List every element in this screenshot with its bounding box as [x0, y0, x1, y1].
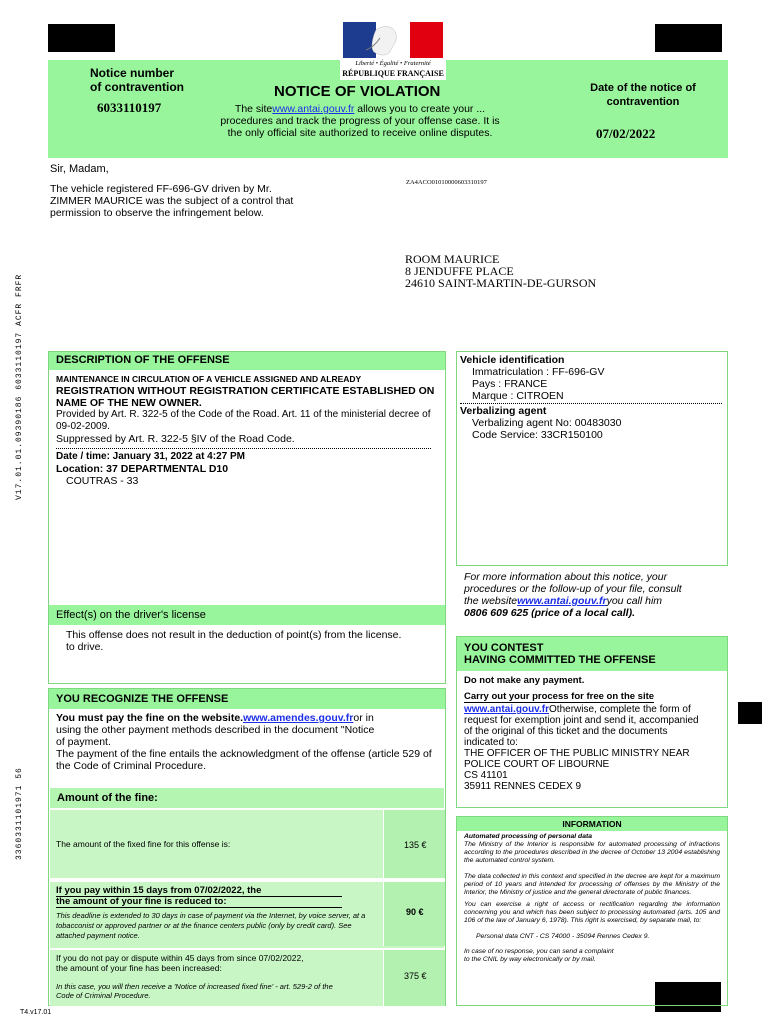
version-code: T4.v17.01 — [20, 1009, 52, 1016]
barcode-text: ZA4ACO01010000603310197 — [406, 179, 487, 186]
offense-location: Location: 37 DEPARTMENTAL D10 — [56, 463, 229, 475]
recipient-address — [405, 253, 596, 289]
contest-header — [457, 637, 727, 671]
offense-line1: MAINTENANCE IN CIRCULATION OF A VEHICLE ASSIGNED AND ALREADY — [56, 374, 362, 384]
offense-city: COUTRAS - 33 — [66, 475, 139, 487]
offense-box — [48, 351, 446, 684]
code-service: Code Service: 33CR150100 — [472, 429, 603, 441]
site-info — [200, 103, 520, 139]
fine-row1-amount-cell — [383, 810, 445, 878]
more-info — [464, 571, 726, 619]
redaction-top-right — [655, 24, 722, 52]
republique-francaise-logo — [340, 22, 446, 80]
contest-addr1: THE OFFICER OF THE PUBLIC MINISTRY NEAR — [464, 748, 690, 759]
fine-row3 — [50, 948, 444, 1006]
ack-text: The payment of the fine entails the acknowledgment of the offense (article 529 of the Code of Criminal Procedure. — [56, 748, 432, 772]
site-text2: procedures and track the progress of your offense case. It is — [220, 115, 500, 127]
recognize-box — [48, 688, 446, 1006]
letter-body: The vehicle registered FF-696-GV driven by Mr. ZIMMER MAURICE was the subject of a control that permission to observe the infringement below. — [50, 183, 294, 219]
notice-date: 07/02/2022 — [596, 126, 656, 141]
information-header: INFORMATION — [457, 817, 727, 831]
greeting: Sir, Madam, — [50, 163, 109, 175]
contest-header1: YOU CONTEST — [464, 642, 544, 654]
agent-number: Verbalizing agent No: 00483030 — [472, 417, 622, 429]
contest-box — [456, 636, 728, 808]
pay-suffix: or in — [353, 712, 374, 724]
contest-addr3: CS 41101 — [464, 770, 508, 781]
address-line2: 8 JENDUFFE PLACE — [405, 264, 514, 278]
contest-warn1: Do not make any payment. — [464, 675, 585, 686]
vehicle-pays: Pays : FRANCE — [472, 378, 548, 390]
redaction-right-mark — [738, 702, 762, 724]
pay-line2: using the other payment methods described in the document "Notice — [56, 724, 375, 736]
license-text1: This offense does not result in the deduction of point(s) from the license. — [66, 629, 402, 641]
offense-provided: Provided by Art. R. 322-5 of the Code of the Road. Art. 11 of the ministerial decree of 09-02-2009. — [56, 409, 431, 432]
site-text3: the only official site authorized to receive online disputes. — [227, 127, 493, 139]
contest-addr4: 35911 RENNES CEDEX 9 — [464, 781, 582, 792]
license-text — [66, 629, 401, 653]
contest-addr2: POLICE COURT OF LIBOURNE — [464, 759, 610, 770]
license-text2: to drive. — [66, 641, 104, 653]
logo-name: RÉPUBLIQUE FRANÇAISE — [342, 69, 444, 78]
fine-row2-italic: This deadline is extended to 30 days in case of payment via the Internet, by voice server, at a tobacconist or approved partner or at the finance centers public (only by credit card). See attached payment notice. — [56, 911, 366, 940]
more-info-line1: For more information about this notice, your — [464, 571, 668, 583]
phone-number: 0806 609 625 (price of a local call). — [464, 607, 636, 619]
contest-header2: HAVING COMMITTED THE OFFENSE — [464, 654, 656, 666]
page-title: NOTICE OF VIOLATION — [274, 83, 441, 100]
contest-warn2: Carry out your process for free on the site — [464, 691, 655, 702]
fine-row2-bold2: the amount of your fine is reduced to: — [56, 896, 342, 908]
license-header: Effect(s) on the driver's license — [49, 605, 445, 625]
redaction-top-left — [48, 24, 115, 52]
side-code-lower: 3360331101971 56 — [15, 767, 24, 860]
pay-prefix: You must pay the fine on the website. — [56, 712, 244, 724]
marianne-icon — [340, 22, 446, 60]
fine-row1-amount: 135 € — [404, 840, 427, 850]
information-p3: You can exercise a right of access or rectification regarding the information concerning you and which has been subject to processing automated (arts. 105 and 106 of the law of January 6, 1978). This right is exercised, by separate mail, to: — [464, 901, 720, 924]
offense-datetime: Date / time: January 31, 2022 at 4:27 PM — [56, 451, 245, 462]
vehicle-marque: Marque : CITROEN — [472, 390, 564, 402]
fine-row2 — [50, 880, 444, 948]
fine-row3-amount-cell — [383, 950, 445, 1006]
fine-row1 — [50, 810, 444, 878]
information-p5: In case of no response, you can send a complaint to the CNIL by way electronically or by mail. — [464, 948, 614, 963]
vehicle-immat: Immatriculation : FF-696-GV — [472, 366, 605, 378]
information-p2: The data collected in this context and specified in the decree are kept for a maximum period of 10 years and intended for processing of offenses by the Ministry of the Interior, the Ministry of justice and the general directorate of public finances. — [464, 873, 720, 896]
more-info-suffix: you call him — [606, 595, 663, 607]
offense-suppressed: Suppressed by Art. R. 322-5 §IV of the Road Code. — [56, 433, 295, 445]
recognize-header: YOU RECOGNIZE THE OFFENSE — [49, 689, 445, 709]
contest-text1: Otherwise, complete the form of — [549, 704, 691, 715]
vehicle-box — [456, 351, 728, 566]
contest-text4: indicated to: — [464, 737, 518, 748]
contest-text3: of the original of this ticket and the documents — [464, 726, 668, 737]
site-text1: allows you to create your ... — [354, 103, 486, 115]
information-p4: Personal data CNT - CS 74000 - 35094 Rennes Cedex 9. — [476, 933, 650, 940]
logo-motto: Liberté • Égalité • Fraternité — [355, 60, 431, 67]
fine-row3-text: If you do not pay or dispute within 45 days from since 07/02/2022, the amount of your fine has been increased: — [56, 953, 304, 973]
address-line3: 24610 SAINT-MARTIN-DE-GURSON — [405, 276, 597, 290]
offense-header: DESCRIPTION OF THE OFFENSE — [49, 352, 445, 370]
more-info-link[interactable]: www.antai.gouv.fr — [517, 595, 607, 607]
fine-row2-amount: 90 € — [406, 907, 424, 917]
fine-row3-amount: 375 € — [404, 971, 427, 981]
notice-number: 6033110197 — [97, 100, 162, 115]
contest-link[interactable]: www.antai.gouv.fr — [464, 704, 550, 715]
information-p1: The Ministry of the Interior is responsible for automated processing of infractions according to the procedures described in the decree of October 13 2004 establishing the automated control system. — [464, 841, 720, 864]
fine-row2-amount-cell — [383, 882, 445, 946]
pay-line3: of payment. — [56, 736, 111, 748]
fine-row2-bold1: If you pay within 15 days from 07/02/2022, the — [56, 885, 342, 897]
more-info-prefix: the website — [464, 595, 518, 607]
agent-header: Verbalizing agent — [460, 405, 547, 417]
information-sub: Automated processing of personal data — [464, 833, 593, 840]
fine-row3-italic: In this case, you will then receive a 'Notice of increased fixed fine' - art. 529-2 of the Code of Criminal Procedure. — [56, 982, 333, 1000]
antai-link[interactable]: www.antai.gouv.fr — [272, 103, 355, 115]
fine-header: Amount of the fine: — [50, 788, 444, 808]
site-prefix: The site — [234, 103, 273, 115]
vehicle-header: Vehicle identification — [460, 354, 565, 366]
date-label: Date of the notice of contravention — [590, 82, 696, 108]
more-info-line2: procedures or the follow-up of your file, consult — [464, 583, 682, 595]
notice-number-label: Notice number of contravention — [90, 66, 185, 94]
side-code-upper: V17.01.01.09390186 6033110197 ACFR FRFR — [15, 273, 24, 500]
offense-line2: REGISTRATION WITHOUT REGISTRATION CERTIFICATE ESTABLISHED ON NAME OF THE NEW OWNER. — [56, 385, 435, 409]
address-line1: ROOM MAURICE — [405, 252, 500, 266]
contest-text2: request for exemption joint and send it, accompanied — [464, 715, 699, 726]
amendes-link[interactable]: www.amendes.gouv.fr — [243, 712, 354, 724]
fine-row1-text: The amount of the fixed fine for this offense is: — [56, 839, 231, 849]
information-box — [456, 816, 728, 1006]
